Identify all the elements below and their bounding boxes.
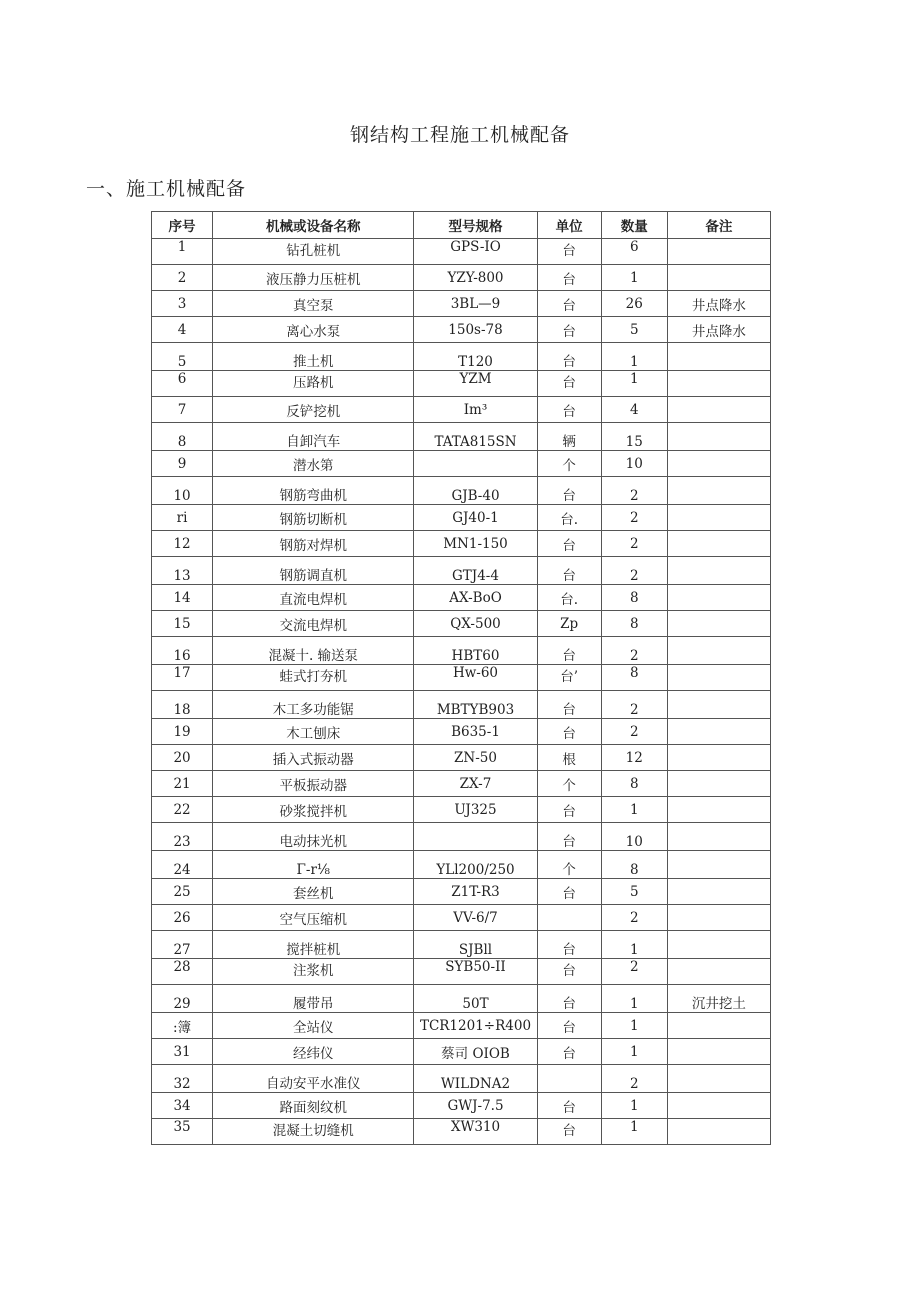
cell-no: 34 <box>152 1093 213 1119</box>
cell-model: Hw-60 <box>414 665 537 691</box>
cell-name: 插入式振动器 <box>213 745 414 771</box>
cell-unit: 台 <box>537 1013 601 1039</box>
table-row <box>152 665 771 691</box>
cell-model: HBT60 <box>414 637 537 665</box>
cell-no: 28 <box>152 959 213 985</box>
table-body <box>152 239 771 1145</box>
table-row <box>152 823 771 851</box>
cell-name: 自动安平水准仪 <box>213 1065 414 1093</box>
cell-qty: 2 <box>601 477 667 505</box>
cell-note <box>667 343 770 371</box>
cell-name: 推土机 <box>213 343 414 371</box>
cell-name: 砂浆搅拌机 <box>213 797 414 823</box>
cell-model <box>414 823 537 851</box>
cell-qty: 8 <box>601 771 667 797</box>
table-row <box>152 1093 771 1119</box>
cell-qty: 8 <box>601 611 667 637</box>
cell-qty: 2 <box>601 505 667 531</box>
cell-unit: 台 <box>537 823 601 851</box>
header-note: 备注 <box>667 212 770 239</box>
table-header-row <box>152 212 771 239</box>
cell-unit: 台’ <box>537 665 601 691</box>
cell-note <box>667 691 770 719</box>
cell-unit: 台 <box>537 239 601 265</box>
cell-qty: 2 <box>601 531 667 557</box>
cell-qty: 6 <box>601 239 667 265</box>
cell-unit: 辆 <box>537 423 601 451</box>
table-row <box>152 585 771 611</box>
cell-name: 钢筋调直机 <box>213 557 414 585</box>
cell-name: 路面刻纹机 <box>213 1093 414 1119</box>
cell-name: 电动抹光机 <box>213 823 414 851</box>
cell-model: MN1-150 <box>414 531 537 557</box>
document-title: 钢结构工程施工机械配备 <box>349 124 570 146</box>
cell-qty: 10 <box>601 823 667 851</box>
table-row <box>152 985 771 1013</box>
cell-qty: 2 <box>601 637 667 665</box>
cell-unit: 台 <box>537 985 601 1013</box>
cell-name: 注浆机 <box>213 959 414 985</box>
cell-model: XW310 <box>414 1119 537 1145</box>
cell-note <box>667 239 770 265</box>
cell-unit: 台. <box>537 585 601 611</box>
cell-name: 离心水泵 <box>213 317 414 343</box>
cell-name: 钢筋弯曲机 <box>213 477 414 505</box>
cell-model: SJBll <box>414 931 537 959</box>
cell-model: Im³ <box>414 397 537 423</box>
cell-unit: 个 <box>537 451 601 477</box>
table-row <box>152 879 771 905</box>
cell-no: 31 <box>152 1039 213 1065</box>
cell-no: 24 <box>152 851 213 879</box>
cell-qty: 1 <box>601 1013 667 1039</box>
cell-note <box>667 1093 770 1119</box>
table-row <box>152 343 771 371</box>
cell-model: VV-6/7 <box>414 905 537 931</box>
table-row <box>152 477 771 505</box>
cell-qty: 2 <box>601 691 667 719</box>
cell-name: 交流电焊机 <box>213 611 414 637</box>
cell-note <box>667 1119 770 1145</box>
cell-model: YZY-800 <box>414 265 537 291</box>
cell-no: 25 <box>152 879 213 905</box>
cell-unit: 台 <box>537 531 601 557</box>
table-row <box>152 557 771 585</box>
cell-model: 150s-78 <box>414 317 537 343</box>
table-row <box>152 745 771 771</box>
cell-model: UJ325 <box>414 797 537 823</box>
cell-qty: 1 <box>601 931 667 959</box>
cell-name: 直流电焊机 <box>213 585 414 611</box>
cell-name: 套丝机 <box>213 879 414 905</box>
cell-qty: 8 <box>601 665 667 691</box>
cell-model: AX-BoO <box>414 585 537 611</box>
cell-name: 混凝土切缝机 <box>213 1119 414 1145</box>
cell-model <box>414 451 537 477</box>
cell-no: 29 <box>152 985 213 1013</box>
cell-model: 3BL—9 <box>414 291 537 317</box>
cell-note: 沉井挖土 <box>667 985 770 1013</box>
cell-model: GWJ-7.5 <box>414 1093 537 1119</box>
table-row <box>152 397 771 423</box>
table-row <box>152 905 771 931</box>
cell-unit: 台 <box>537 1093 601 1119</box>
cell-qty: 2 <box>601 557 667 585</box>
table-row <box>152 959 771 985</box>
cell-model: 50T <box>414 985 537 1013</box>
cell-note <box>667 585 770 611</box>
cell-unit: 台 <box>537 291 601 317</box>
cell-model: Z1T-R3 <box>414 879 537 905</box>
cell-name: 搅拌桩机 <box>213 931 414 959</box>
equipment-table <box>151 211 771 1145</box>
table-row <box>152 371 771 397</box>
cell-note <box>667 879 770 905</box>
table-row <box>152 451 771 477</box>
cell-note <box>667 771 770 797</box>
cell-qty: 1 <box>601 985 667 1013</box>
cell-note: 井点降水 <box>667 317 770 343</box>
table-row <box>152 1065 771 1093</box>
table-row <box>152 423 771 451</box>
cell-note <box>667 1013 770 1039</box>
cell-model: SYB50-II <box>414 959 537 985</box>
cell-unit: 台 <box>537 637 601 665</box>
cell-model: B635-1 <box>414 719 537 745</box>
cell-note <box>667 823 770 851</box>
table-row <box>152 851 771 879</box>
cell-no: 9 <box>152 451 213 477</box>
cell-no: 5 <box>152 343 213 371</box>
cell-no: 10 <box>152 477 213 505</box>
cell-note <box>667 423 770 451</box>
cell-note <box>667 665 770 691</box>
cell-no: :簿 <box>152 1013 213 1039</box>
cell-note <box>667 1039 770 1065</box>
cell-name: 反铲挖机 <box>213 397 414 423</box>
cell-note <box>667 477 770 505</box>
cell-no: 2 <box>152 265 213 291</box>
cell-no: 15 <box>152 611 213 637</box>
cell-no: 7 <box>152 397 213 423</box>
cell-no: 1 <box>152 239 213 265</box>
cell-unit <box>537 905 601 931</box>
cell-qty: 12 <box>601 745 667 771</box>
cell-model: TATA815SN <box>414 423 537 451</box>
header-qty: 数量 <box>601 212 667 239</box>
cell-unit: 台 <box>537 477 601 505</box>
cell-no: 26 <box>152 905 213 931</box>
table-row <box>152 1119 771 1145</box>
cell-model: ZN-50 <box>414 745 537 771</box>
cell-qty: 15 <box>601 423 667 451</box>
cell-qty: 2 <box>601 905 667 931</box>
cell-name: 压路机 <box>213 371 414 397</box>
header-unit: 单位 <box>537 212 601 239</box>
cell-no: 13 <box>152 557 213 585</box>
cell-note: 井点降水 <box>667 291 770 317</box>
section-heading: 一、施工机械配备 <box>86 178 247 200</box>
cell-qty: 1 <box>601 343 667 371</box>
header-no: 序号 <box>152 212 213 239</box>
cell-note <box>667 719 770 745</box>
cell-name: 自卸汽车 <box>213 423 414 451</box>
cell-unit: 台 <box>537 879 601 905</box>
table-row <box>152 637 771 665</box>
cell-note <box>667 637 770 665</box>
cell-model: YZM <box>414 371 537 397</box>
cell-qty: 2 <box>601 959 667 985</box>
cell-unit: 台 <box>537 959 601 985</box>
cell-model: GJ40-1 <box>414 505 537 531</box>
cell-no: 23 <box>152 823 213 851</box>
cell-qty: 1 <box>601 797 667 823</box>
cell-qty: 2 <box>601 1065 667 1093</box>
cell-name: 钢筋对焊机 <box>213 531 414 557</box>
cell-unit: 台 <box>537 343 601 371</box>
cell-no: ri <box>152 505 213 531</box>
cell-qty: 1 <box>601 1119 667 1145</box>
cell-no: 6 <box>152 371 213 397</box>
cell-note <box>667 851 770 879</box>
table-row <box>152 1039 771 1065</box>
cell-no: 21 <box>152 771 213 797</box>
cell-note <box>667 557 770 585</box>
cell-qty: 8 <box>601 851 667 879</box>
cell-model: T120 <box>414 343 537 371</box>
cell-unit: 台 <box>537 317 601 343</box>
table-row <box>152 317 771 343</box>
cell-no: 8 <box>152 423 213 451</box>
cell-unit: 台 <box>537 1119 601 1145</box>
cell-model: MBTYB903 <box>414 691 537 719</box>
cell-qty: 4 <box>601 397 667 423</box>
cell-no: 19 <box>152 719 213 745</box>
cell-qty: 26 <box>601 291 667 317</box>
cell-note <box>667 265 770 291</box>
cell-name: Γ-r⅛ <box>213 851 414 879</box>
cell-note <box>667 451 770 477</box>
cell-name: 潜水第 <box>213 451 414 477</box>
header-name: 机械或设备名称 <box>213 212 414 239</box>
cell-unit: 根 <box>537 745 601 771</box>
cell-qty: 1 <box>601 1093 667 1119</box>
cell-note <box>667 397 770 423</box>
cell-name: 全站仪 <box>213 1013 414 1039</box>
cell-unit: 个 <box>537 851 601 879</box>
cell-note <box>667 959 770 985</box>
cell-note <box>667 611 770 637</box>
cell-note <box>667 505 770 531</box>
cell-model: GJB-40 <box>414 477 537 505</box>
cell-note <box>667 797 770 823</box>
table-row <box>152 291 771 317</box>
table-row <box>152 531 771 557</box>
cell-note <box>667 1065 770 1093</box>
cell-no: 27 <box>152 931 213 959</box>
cell-name: 真空泵 <box>213 291 414 317</box>
cell-unit: 台 <box>537 931 601 959</box>
cell-model: TCR1201÷R400 <box>414 1013 537 1039</box>
cell-name: 木工多功能锯 <box>213 691 414 719</box>
cell-unit: Zp <box>537 611 601 637</box>
cell-unit: 台 <box>537 371 601 397</box>
table-row <box>152 239 771 265</box>
cell-qty: 1 <box>601 265 667 291</box>
cell-unit: 个 <box>537 771 601 797</box>
cell-unit: 台 <box>537 1039 601 1065</box>
table-row <box>152 797 771 823</box>
cell-model: QX-500 <box>414 611 537 637</box>
cell-name: 钻孔桩机 <box>213 239 414 265</box>
cell-no: 32 <box>152 1065 213 1093</box>
table-row <box>152 771 771 797</box>
cell-name: 平板振动器 <box>213 771 414 797</box>
header-model: 型号规格 <box>414 212 537 239</box>
cell-unit: 台. <box>537 505 601 531</box>
table-row <box>152 265 771 291</box>
cell-model: YLl200/250 <box>414 851 537 879</box>
cell-name: 经纬仪 <box>213 1039 414 1065</box>
cell-unit: 台 <box>537 691 601 719</box>
cell-note <box>667 531 770 557</box>
cell-note <box>667 905 770 931</box>
cell-no: 12 <box>152 531 213 557</box>
cell-model: 蔡司 OIOB <box>414 1039 537 1065</box>
cell-no: 4 <box>152 317 213 343</box>
table-row <box>152 719 771 745</box>
cell-name: 混凝十. 输送泵 <box>213 637 414 665</box>
cell-qty: 8 <box>601 585 667 611</box>
cell-qty: 5 <box>601 879 667 905</box>
cell-no: 20 <box>152 745 213 771</box>
cell-name: 空气压缩机 <box>213 905 414 931</box>
table-row <box>152 611 771 637</box>
cell-name: 履带吊 <box>213 985 414 1013</box>
cell-qty: 10 <box>601 451 667 477</box>
cell-unit: 台 <box>537 797 601 823</box>
cell-name: 钢筋切断机 <box>213 505 414 531</box>
cell-model: GTJ4-4 <box>414 557 537 585</box>
cell-model: GPS-IO <box>414 239 537 265</box>
cell-no: 22 <box>152 797 213 823</box>
cell-name: 蛙式打夯机 <box>213 665 414 691</box>
cell-no: 16 <box>152 637 213 665</box>
cell-unit: 台 <box>537 265 601 291</box>
cell-qty: 1 <box>601 1039 667 1065</box>
cell-note <box>667 931 770 959</box>
cell-unit: 台 <box>537 397 601 423</box>
cell-name: 液压静力压桩机 <box>213 265 414 291</box>
cell-unit: 台 <box>537 719 601 745</box>
cell-no: 3 <box>152 291 213 317</box>
table-row <box>152 505 771 531</box>
cell-unit <box>537 1065 601 1093</box>
cell-qty: 2 <box>601 719 667 745</box>
cell-note <box>667 745 770 771</box>
cell-unit: 台 <box>537 557 601 585</box>
cell-no: 17 <box>152 665 213 691</box>
cell-no: 35 <box>152 1119 213 1145</box>
cell-qty: 1 <box>601 371 667 397</box>
cell-model: WILDNA2 <box>414 1065 537 1093</box>
cell-qty: 5 <box>601 317 667 343</box>
table-row <box>152 931 771 959</box>
table-row <box>152 691 771 719</box>
cell-note <box>667 371 770 397</box>
cell-name: 木工刨床 <box>213 719 414 745</box>
cell-no: 14 <box>152 585 213 611</box>
table-row <box>152 1013 771 1039</box>
cell-no: 18 <box>152 691 213 719</box>
cell-model: ZX-7 <box>414 771 537 797</box>
